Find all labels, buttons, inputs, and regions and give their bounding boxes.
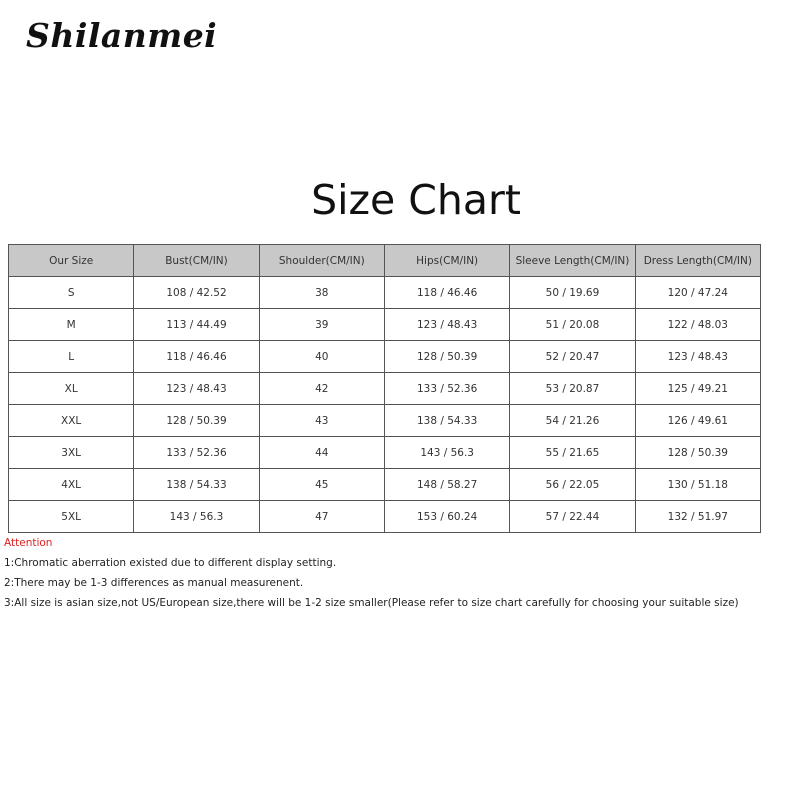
table-row	[9, 309, 761, 341]
cell-sleeve-length: 52 / 20.47	[510, 341, 635, 373]
cell-dress-length: 120 / 47.24	[635, 277, 760, 309]
cell-size: L	[9, 341, 134, 373]
cell-size: 4XL	[9, 469, 134, 501]
cell-sleeve-length: 53 / 20.87	[510, 373, 635, 405]
cell-size: 3XL	[9, 437, 134, 469]
cell-dress-length: 130 / 51.18	[635, 469, 760, 501]
header-our-size: Our Size	[9, 245, 134, 277]
cell-shoulder: 39	[259, 309, 384, 341]
brand-logo: Shilanmei	[26, 16, 218, 55]
cell-hips: 138 / 54.33	[384, 405, 509, 437]
header-bust: Bust(CM/IN)	[134, 245, 259, 277]
cell-dress-length: 132 / 51.97	[635, 501, 760, 533]
note-3: 3:All size is asian size,not US/European size,there will be 1-2 size smaller(Please refer to size chart carefully for choosing your suitable size)	[4, 597, 739, 609]
cell-bust: 128 / 50.39	[134, 405, 259, 437]
cell-shoulder: 40	[259, 341, 384, 373]
cell-bust: 138 / 54.33	[134, 469, 259, 501]
cell-bust: 133 / 52.36	[134, 437, 259, 469]
cell-hips: 148 / 58.27	[384, 469, 509, 501]
cell-sleeve-length: 51 / 20.08	[510, 309, 635, 341]
cell-bust: 123 / 48.43	[134, 373, 259, 405]
cell-sleeve-length: 56 / 22.05	[510, 469, 635, 501]
cell-dress-length: 125 / 49.21	[635, 373, 760, 405]
table-header-row	[9, 245, 761, 277]
cell-shoulder: 45	[259, 469, 384, 501]
cell-hips: 118 / 46.46	[384, 277, 509, 309]
cell-dress-length: 123 / 48.43	[635, 341, 760, 373]
cell-bust: 113 / 44.49	[134, 309, 259, 341]
header-dress-length: Dress Length(CM/IN)	[635, 245, 760, 277]
cell-shoulder: 42	[259, 373, 384, 405]
cell-hips: 128 / 50.39	[384, 341, 509, 373]
cell-sleeve-length: 57 / 22.44	[510, 501, 635, 533]
cell-hips: 153 / 60.24	[384, 501, 509, 533]
table-row	[9, 437, 761, 469]
cell-hips: 123 / 48.43	[384, 309, 509, 341]
cell-dress-length: 128 / 50.39	[635, 437, 760, 469]
cell-shoulder: 38	[259, 277, 384, 309]
cell-shoulder: 44	[259, 437, 384, 469]
cell-dress-length: 122 / 48.03	[635, 309, 760, 341]
cell-bust: 118 / 46.46	[134, 341, 259, 373]
page-title: Size Chart	[311, 176, 521, 224]
note-1: 1:Chromatic aberration existed due to different display setting.	[4, 557, 337, 569]
cell-sleeve-length: 54 / 21.26	[510, 405, 635, 437]
cell-size: 5XL	[9, 501, 134, 533]
cell-shoulder: 47	[259, 501, 384, 533]
table-row	[9, 501, 761, 533]
table-row	[9, 373, 761, 405]
header-hips: Hips(CM/IN)	[384, 245, 509, 277]
cell-size: XL	[9, 373, 134, 405]
cell-sleeve-length: 50 / 19.69	[510, 277, 635, 309]
attention-heading: Attention	[4, 537, 53, 549]
cell-bust: 108 / 42.52	[134, 277, 259, 309]
cell-size: XXL	[9, 405, 134, 437]
table-row	[9, 341, 761, 373]
cell-shoulder: 43	[259, 405, 384, 437]
cell-hips: 143 / 56.3	[384, 437, 509, 469]
size-chart-table	[8, 244, 761, 533]
table-row	[9, 277, 761, 309]
cell-size: S	[9, 277, 134, 309]
cell-sleeve-length: 55 / 21.65	[510, 437, 635, 469]
cell-size: M	[9, 309, 134, 341]
note-2: 2:There may be 1-3 differences as manual measurenent.	[4, 577, 304, 589]
header-shoulder: Shoulder(CM/IN)	[259, 245, 384, 277]
cell-bust: 143 / 56.3	[134, 501, 259, 533]
cell-dress-length: 126 / 49.61	[635, 405, 760, 437]
table-row	[9, 469, 761, 501]
cell-hips: 133 / 52.36	[384, 373, 509, 405]
header-sleeve-length: Sleeve Length(CM/IN)	[510, 245, 635, 277]
table-row	[9, 405, 761, 437]
